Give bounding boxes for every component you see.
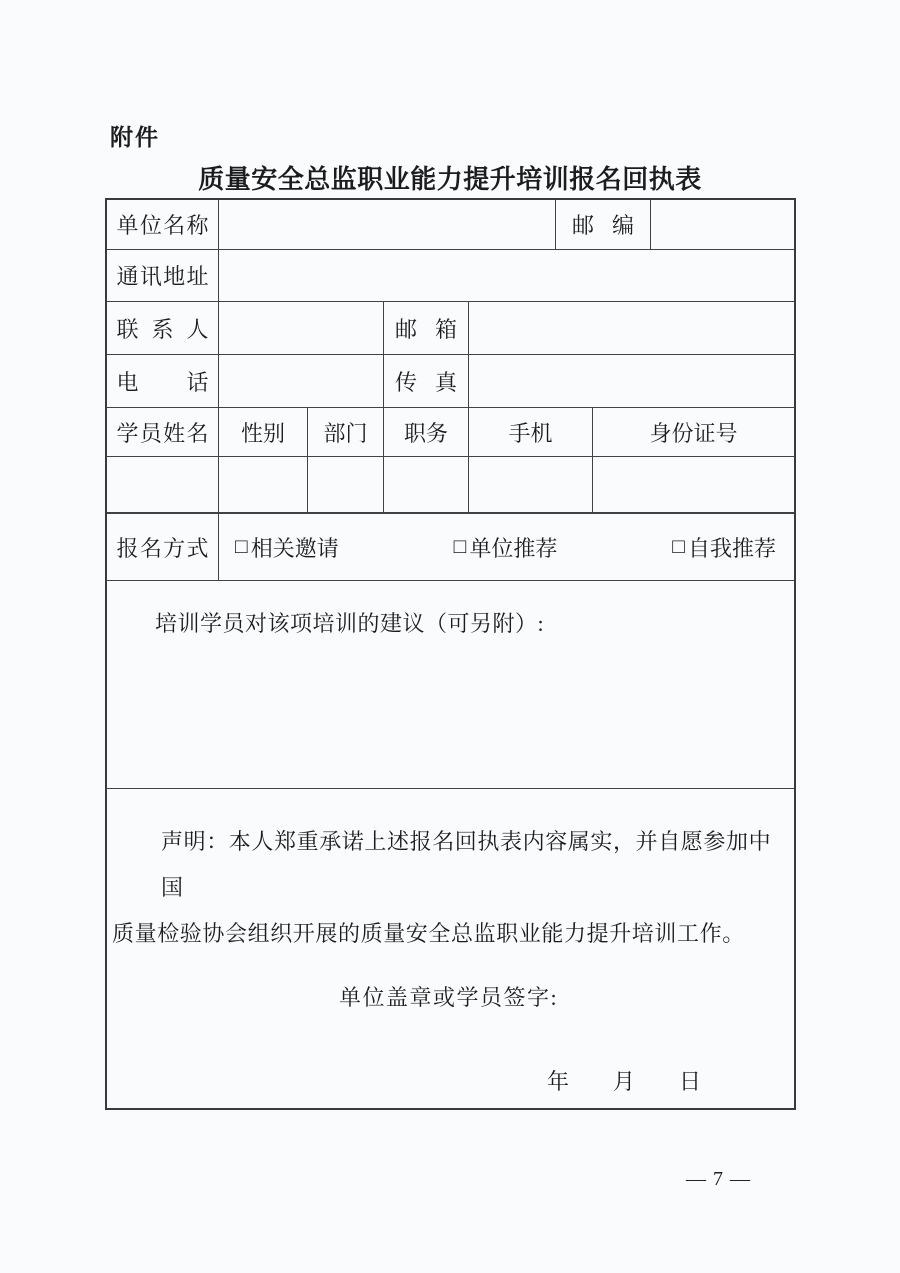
fax-label-cell: [384, 355, 469, 407]
id-number-header: 身份证号: [649, 420, 738, 446]
gender-field[interactable]: [219, 457, 308, 512]
address-label: 通讯地址: [116, 264, 209, 289]
signature-label: 单位盖章或学员签字:: [339, 985, 559, 1010]
phone-label: 电话: [116, 369, 209, 395]
declaration-section: [107, 789, 794, 1108]
student-name-field[interactable]: [107, 457, 219, 512]
page-title: 质量安全总监职业能力提升培训报名回执表: [198, 165, 702, 194]
email-label: 邮箱: [395, 316, 457, 342]
contact-label: 联系人: [116, 316, 209, 342]
table-row-phone: [107, 355, 794, 408]
page-number: — 7 —: [686, 1168, 751, 1190]
suggestion-section[interactable]: [107, 581, 794, 789]
unit-name-label-cell: [107, 200, 219, 249]
option-self-recommend-label: 自我推荐: [687, 535, 776, 561]
suggestion-label: 培训学员对该项培训的建议（可另附）:: [155, 611, 545, 636]
unit-name-field[interactable]: [219, 200, 556, 249]
position-header: 职务: [384, 408, 469, 456]
fax-field[interactable]: [469, 355, 794, 407]
department-field[interactable]: [308, 457, 384, 512]
fax-label: 传真: [395, 369, 457, 395]
registration-method-label: 报名方式: [116, 535, 209, 561]
department-header: 部门: [308, 408, 384, 456]
student-name-header-cell: [107, 408, 219, 456]
option-invitation[interactable]: [235, 532, 339, 563]
method-options-cell: [219, 514, 794, 580]
student-name-header: 学员姓名: [116, 420, 209, 446]
mobile-field[interactable]: [469, 457, 593, 512]
email-label-cell: [384, 302, 469, 354]
option-self-recommend[interactable]: [672, 532, 776, 563]
position-field[interactable]: [384, 457, 469, 512]
option-unit-recommend[interactable]: [454, 532, 558, 563]
postal-code-label: 邮编: [572, 213, 634, 238]
table-row-unit-name: [107, 200, 794, 250]
registration-method-row: [107, 513, 794, 581]
email-field[interactable]: [469, 302, 794, 354]
registration-form-table: [105, 198, 796, 1110]
declaration-line-2: 质量检验协会组织开展的质量安全总监职业能力提升培训工作。: [112, 921, 745, 946]
postal-code-field[interactable]: [651, 200, 794, 249]
attachment-label: 附件: [110, 124, 160, 150]
table-row-address: [107, 250, 794, 302]
mobile-header: 手机: [469, 408, 593, 456]
checkbox-icon: □: [672, 533, 685, 558]
option-invitation-label: 相关邀请: [250, 535, 339, 561]
table-row-contact: [107, 302, 794, 355]
option-unit-recommend-label: 单位推荐: [469, 535, 558, 561]
address-label-cell: [107, 250, 219, 301]
student-header-row: [107, 408, 794, 457]
checkbox-icon: □: [235, 533, 248, 558]
postal-code-label-cell: [556, 200, 651, 249]
date-label: 年 月 日: [546, 1069, 701, 1094]
contact-field[interactable]: [219, 302, 384, 354]
method-label-cell: [107, 514, 219, 580]
phone-field[interactable]: [219, 355, 384, 407]
student-entry-row: [107, 457, 794, 513]
id-number-field[interactable]: [593, 457, 794, 512]
unit-name-label: 单位名称: [116, 213, 209, 238]
checkbox-icon: □: [453, 533, 467, 558]
contact-label-cell: [107, 302, 219, 354]
address-field[interactable]: [219, 250, 794, 301]
declaration-line-1: 声明：本人郑重承诺上述报名回执表内容属实，并自愿参加中国: [161, 829, 772, 900]
phone-label-cell: [107, 355, 219, 407]
gender-header: 性别: [219, 408, 308, 456]
